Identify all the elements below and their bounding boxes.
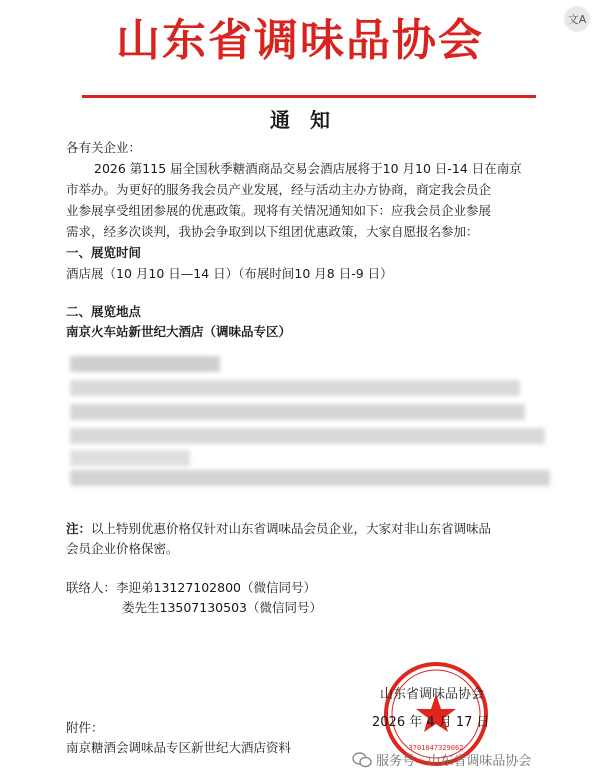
paragraph-line: 2026 第115 届全国秋季糖酒商品交易会酒店展将于10 月10 日-14 日在南京 bbox=[94, 161, 522, 176]
paragraph-line: 业参展享受组团参展的优惠政策。现将有关情况通知如下：应我会员企业参展 bbox=[66, 203, 492, 218]
letterhead-divider bbox=[82, 95, 536, 98]
paragraph-line: 市举办。为更好的服务我会员产业发展，经与活动主办方协商，商定我会员企 bbox=[66, 182, 492, 197]
signature-date: 2026 年 4 月 17 日 bbox=[372, 715, 490, 730]
exhibition-time: 酒店展（10 月10 日—14 日）（布展时间10 月8 日-9 日） bbox=[66, 266, 393, 281]
contact-person: 娄先生13507130503（微信同号） bbox=[122, 600, 322, 615]
note-line: 会员企业价格保密。 bbox=[66, 541, 179, 556]
svg-text:3701047329062: 3701047329062 bbox=[408, 744, 464, 752]
contact-person: 李迎弟13127102800（微信同号） bbox=[116, 580, 316, 595]
salutation: 各有关企业： bbox=[66, 140, 142, 155]
note bbox=[66, 519, 491, 539]
translate-icon[interactable]: 文A bbox=[564, 6, 590, 32]
contact-row bbox=[66, 578, 316, 598]
note-label: 注： bbox=[66, 521, 92, 536]
wechat-icon bbox=[352, 752, 372, 768]
attachment-label: 附件： bbox=[66, 720, 104, 735]
note-text: 以上特别优惠价格仅针对山东省调味品会员企业，大家对非山东省调味品 bbox=[91, 521, 492, 536]
section-heading-location: 二、展览地点 bbox=[66, 304, 142, 319]
paragraph-line: 需求，经多次谈判，我协会争取到以下组团优惠政策，大家自愿报名参加： bbox=[66, 224, 479, 239]
redacted-content bbox=[60, 352, 550, 498]
exhibition-location: 南京火车站新世纪大酒店（调味品专区） bbox=[66, 324, 292, 339]
letterhead-org-name: 山东省调味品协会 bbox=[116, 15, 484, 66]
footer-brand bbox=[352, 750, 531, 769]
notice-title: 通知 bbox=[270, 108, 350, 132]
section-heading-time: 一、展览时间 bbox=[66, 245, 142, 260]
attachment-item: 南京糖酒会调味品专区新世纪大酒店资料 bbox=[66, 740, 292, 755]
contact-label: 联络人： bbox=[66, 580, 117, 595]
footer-brand-text: 服务号 · 山东省调味品协会 bbox=[376, 754, 532, 769]
signature-org: 山东省调味品协会 bbox=[380, 687, 485, 702]
